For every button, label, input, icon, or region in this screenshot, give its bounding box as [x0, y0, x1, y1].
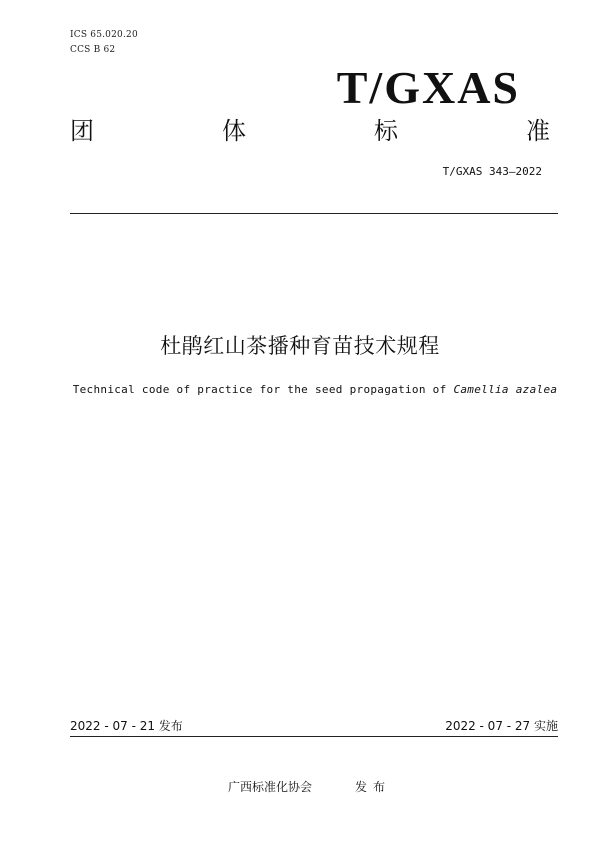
standard-type-char-4: 准 [526, 117, 550, 145]
standard-type-char-1: 团 [70, 117, 94, 145]
publication-date: 2022 - 07 - 21 发布 [70, 719, 183, 733]
document-title-english [0, 383, 600, 396]
ics-code: ICS 65.020.20 [70, 30, 138, 40]
document-title-chinese: 杜鹃红山茶播种育苗技术规程 [160, 334, 440, 358]
title-english-prefix: Technical code of practice for the seed propagation of [72, 383, 454, 396]
title-english-species: Camellia azalea [453, 383, 558, 396]
implementation-date: 2022 - 07 - 27 实施 [445, 719, 558, 733]
top-divider [70, 213, 558, 214]
standard-type-char-2: 体 [222, 117, 246, 145]
publisher-name: 广西标准化协会 [228, 780, 313, 794]
standard-number: T/GXAS 343—2022 [442, 165, 542, 178]
standard-type-char-3: 标 [374, 117, 398, 145]
standard-type-heading [70, 116, 550, 146]
publish-action: 发布 [355, 780, 392, 794]
ccs-code: CCS B 62 [70, 45, 116, 55]
standard-brand-logo: T/GXAS [336, 62, 520, 113]
bottom-divider [70, 736, 558, 737]
